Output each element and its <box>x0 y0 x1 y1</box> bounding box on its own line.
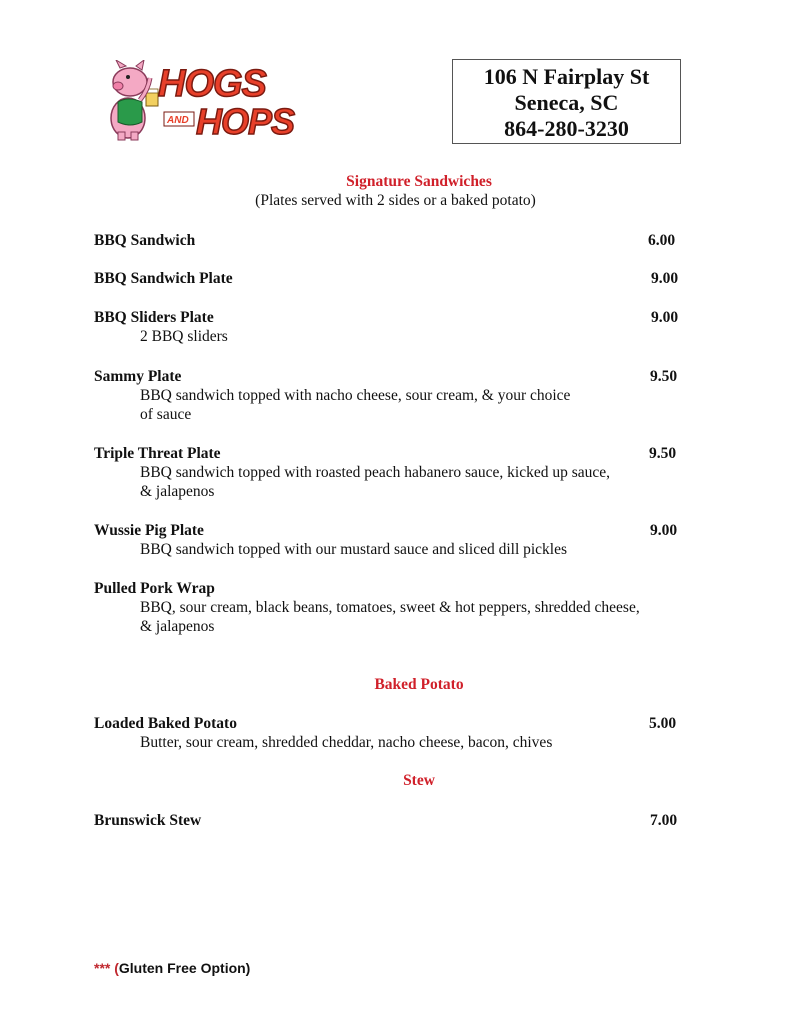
svg-text:HOGS: HOGS <box>158 63 266 105</box>
section-subtitle: (Plates served with 2 sides or a baked potato) <box>255 192 536 209</box>
svg-text:AND: AND <box>167 115 189 126</box>
gluten-free-label: Gluten Free Option) <box>118 960 251 976</box>
item-name: Loaded Baked Potato <box>94 715 237 732</box>
gluten-free-marker: *** ( <box>94 960 119 976</box>
item-name: Sammy Plate <box>94 368 182 385</box>
item-price: 9.00 <box>651 309 679 326</box>
item-price: 9.50 <box>649 445 677 462</box>
hogs-and-hops-logo <box>98 60 303 142</box>
item-price: 7.00 <box>650 812 678 829</box>
item-name: BBQ Sandwich Plate <box>94 270 233 287</box>
item-name: Brunswick Stew <box>94 812 202 829</box>
phone-number: 864-280-3230 <box>504 116 629 141</box>
section-title-baked-potato: Baked Potato <box>374 676 464 693</box>
menu-item <box>94 308 684 346</box>
item-description: BBQ sandwich topped with roasted peach habanero sauce, kicked up sauce, <box>140 464 611 481</box>
item-price: 9.00 <box>650 522 678 539</box>
city-state: Seneca, SC <box>514 90 619 115</box>
section-title-signature-sandwiches: Signature Sandwiches <box>346 173 492 190</box>
item-price: 9.00 <box>651 270 679 287</box>
menu-item <box>94 231 684 250</box>
item-name: Triple Threat Plate <box>94 445 221 462</box>
street-address: 106 N Fairplay St <box>483 64 650 89</box>
menu-item <box>94 367 684 424</box>
item-name: BBQ Sandwich <box>94 232 196 249</box>
item-description: & jalapenos <box>140 618 215 635</box>
item-name: BBQ Sliders Plate <box>94 309 214 326</box>
item-name: Wussie Pig Plate <box>94 522 204 539</box>
item-description: BBQ sandwich topped with nacho cheese, sour cream, & your choice <box>140 387 571 404</box>
item-price: 9.50 <box>650 368 678 385</box>
item-name: Pulled Pork Wrap <box>94 580 215 597</box>
item-description: & jalapenos <box>140 483 215 500</box>
menu-item <box>94 714 684 752</box>
section-title-stew: Stew <box>403 772 435 789</box>
svg-text:HOPS: HOPS <box>196 101 295 142</box>
address-box <box>452 59 681 144</box>
item-description: BBQ sandwich topped with our mustard sauce and sliced dill pickles <box>140 541 568 558</box>
item-description: Butter, sour cream, shredded cheddar, nacho cheese, bacon, chives <box>140 734 553 751</box>
gluten-free-legend <box>94 960 250 976</box>
menu-item <box>94 811 684 830</box>
item-description: 2 BBQ sliders <box>140 328 228 345</box>
menu-item <box>94 444 684 501</box>
menu-item <box>94 521 684 559</box>
menu-item <box>94 579 684 636</box>
item-price: 5.00 <box>649 715 677 732</box>
pig-mascot-icon <box>98 60 303 142</box>
menu-item <box>94 269 684 288</box>
item-price: 6.00 <box>648 232 676 249</box>
item-description: BBQ, sour cream, black beans, tomatoes, sweet & hot peppers, shredded cheese, <box>140 599 640 616</box>
item-description: of sauce <box>140 406 192 423</box>
